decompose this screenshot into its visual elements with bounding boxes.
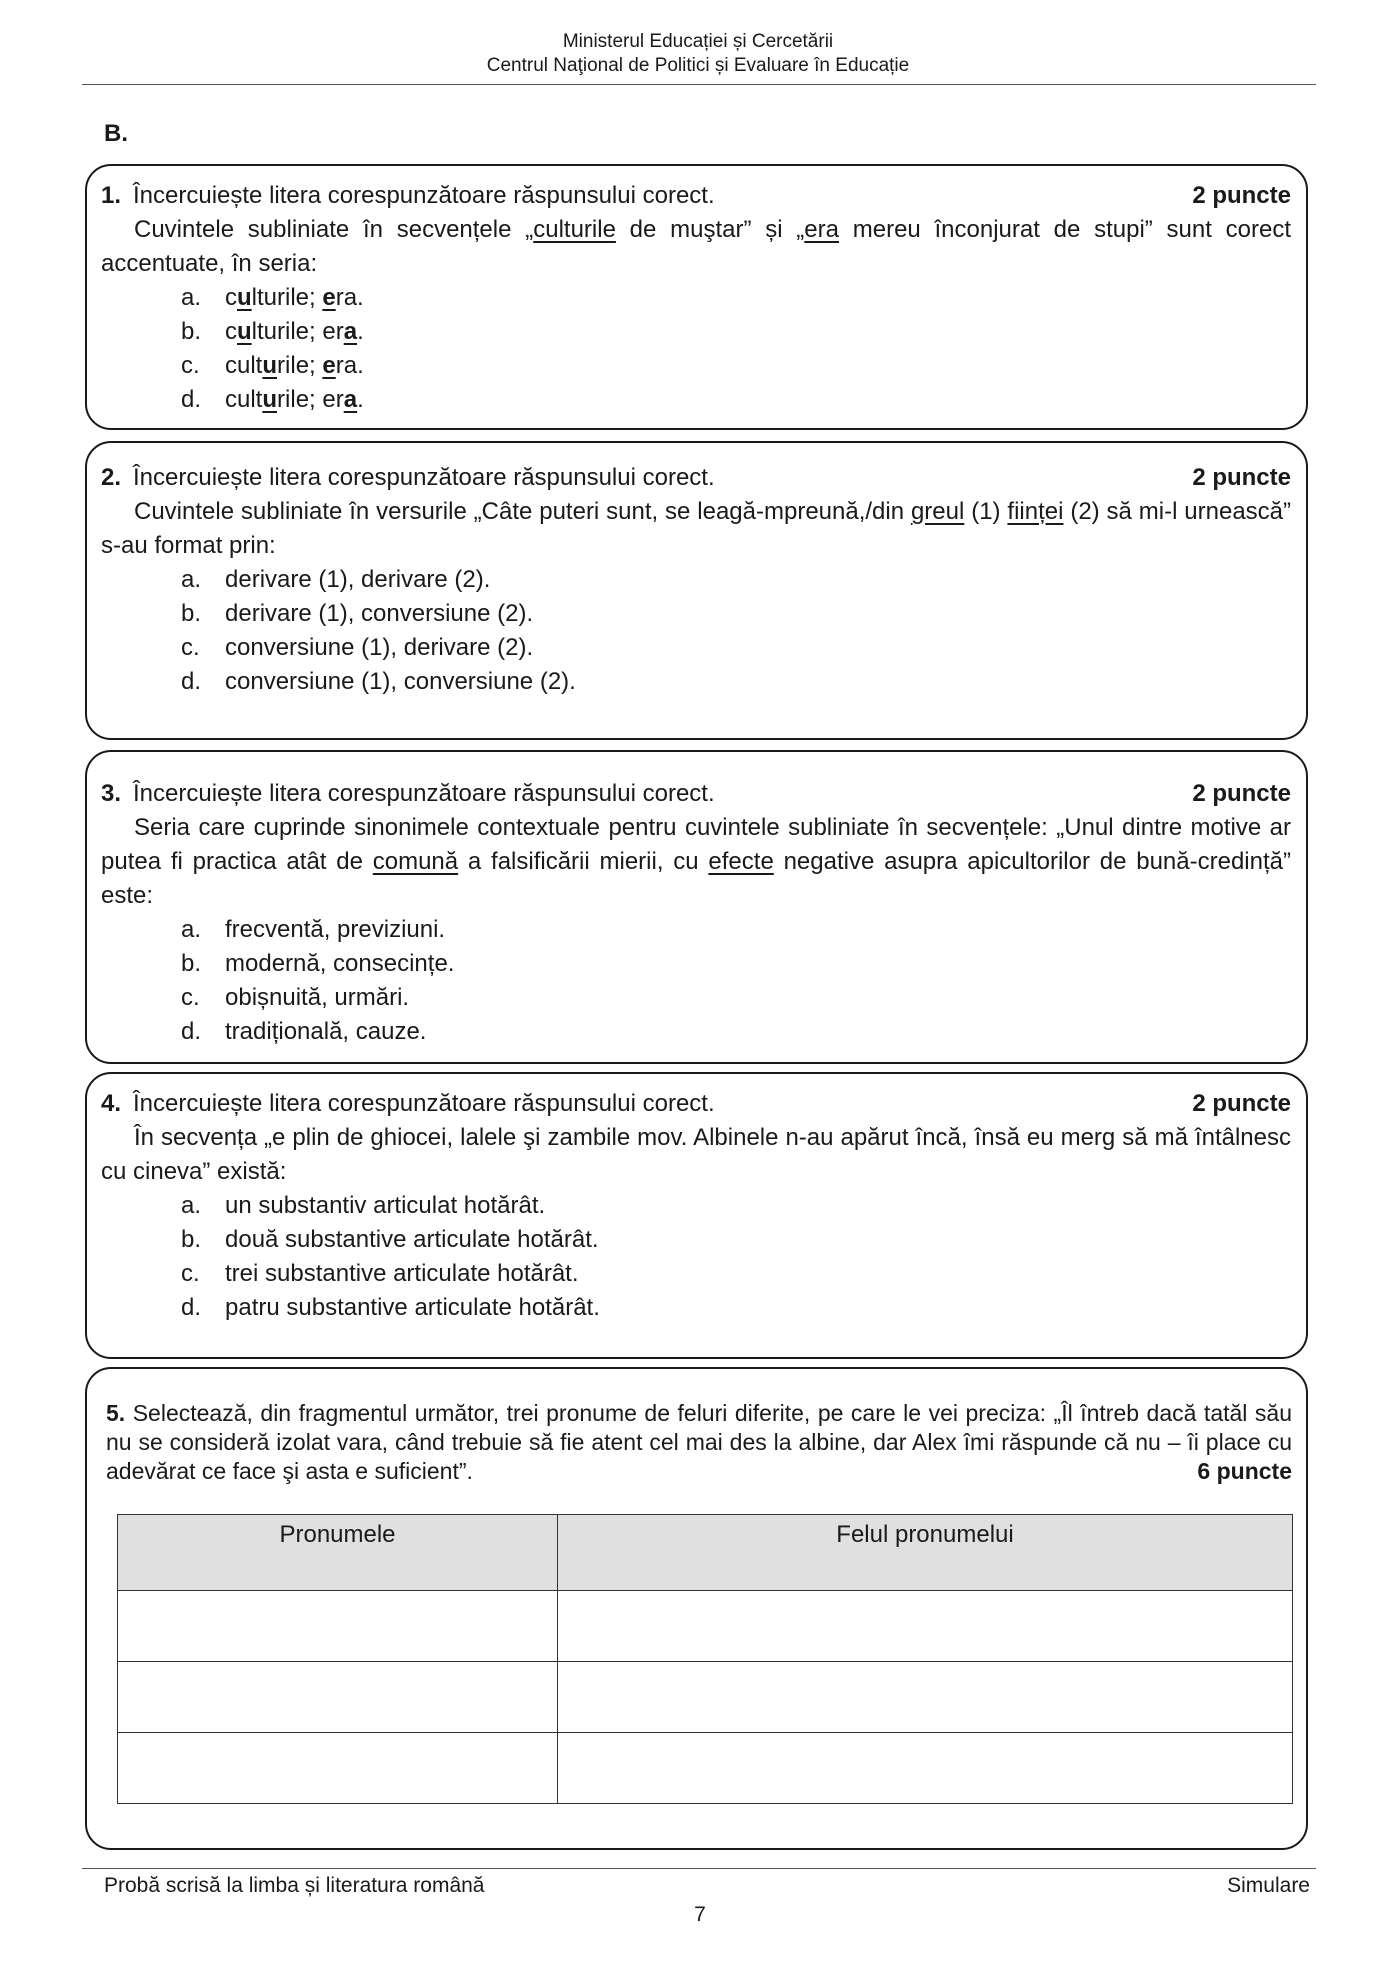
- answer-options: [101, 913, 1291, 1049]
- answer-option[interactable]: d. culturile; era.: [181, 386, 364, 413]
- question-text: Selectează, din fragmentul următor, trei pronume de feluri diferite, pe care le vei preciza: „Îl întreb dacă tatăl său nu se consideră izolat vara, când trebuie să fie atent cel mai des la albine, dar Alex îmi răspunde că nu – îi place cu adevărat ce face şi asta e suficient”.: [106, 1400, 1292, 1484]
- answer-option[interactable]: d. tradițională, cauze.: [181, 1018, 427, 1045]
- question-4: [101, 1087, 1291, 1325]
- question-points: 2 puncte: [1192, 780, 1291, 807]
- page-number: 7: [694, 1903, 706, 1926]
- answer-option[interactable]: c. culturile; era.: [181, 352, 364, 379]
- underlined-word: comună: [372, 848, 459, 875]
- center-name: Centrul Naţional de Politici și Evaluare în Educație: [486, 55, 910, 76]
- question-stem: Cuvintele subliniate în versurile „Câte puteri sunt, se leagă-mpreună,/din greul (1) ființei (2) să mi-l urnească” s-au format prin:: [101, 498, 1292, 559]
- answer-option[interactable]: a. culturile; era.: [181, 284, 364, 311]
- question-instruction: Încercuiește litera corespunzătoare răspunsului corect.: [133, 1090, 715, 1117]
- question-number: 2.: [101, 464, 122, 491]
- answer-cell[interactable]: [558, 1591, 1293, 1662]
- footer-exam-title: Probă scrisă la limba și literatura română: [104, 1874, 485, 1897]
- answer-cell[interactable]: [118, 1591, 558, 1662]
- answer-option[interactable]: c. conversiune (1), derivare (2).: [181, 634, 534, 661]
- answer-option[interactable]: d. patru substantive articulate hotărât.: [181, 1294, 600, 1321]
- question-number: 4.: [101, 1090, 122, 1117]
- answer-option[interactable]: d. conversiune (1), conversiune (2).: [181, 668, 576, 695]
- question-number: 1.: [101, 182, 122, 209]
- answer-options: [101, 1189, 1291, 1325]
- underlined-word: greul: [910, 498, 965, 525]
- underlined-word: culturile: [533, 216, 616, 243]
- answer-option[interactable]: b. culturile; era.: [181, 318, 364, 345]
- answer-option[interactable]: c. trei substantive articulate hotărât.: [181, 1260, 579, 1287]
- answer-option[interactable]: c. obișnuită, urmări.: [181, 984, 410, 1011]
- answer-option[interactable]: b. două substantive articulate hotărât.: [181, 1226, 599, 1253]
- answer-option[interactable]: a. frecventă, previziuni.: [181, 916, 446, 943]
- answer-cell[interactable]: [558, 1733, 1293, 1804]
- table-row: [118, 1733, 1293, 1804]
- question-instruction: Încercuiește litera corespunzătoare răspunsului corect.: [133, 464, 715, 491]
- header-rule: [82, 84, 1316, 85]
- answer-options: [101, 563, 1291, 699]
- page-header: [82, 30, 1314, 78]
- footer-exam-type: Simulare: [1227, 1874, 1310, 1897]
- underlined-word: era: [804, 216, 839, 243]
- pronoun-table: [117, 1514, 1293, 1804]
- question-1: [101, 179, 1291, 417]
- answer-cell[interactable]: [118, 1733, 558, 1804]
- table-row: [118, 1662, 1293, 1733]
- answer-option[interactable]: b. derivare (1), conversiune (2).: [181, 600, 534, 627]
- question-points: 2 puncte: [1192, 1090, 1291, 1117]
- question-number: 5.: [106, 1400, 126, 1426]
- answer-cell[interactable]: [118, 1662, 558, 1733]
- question-5: [106, 1399, 1292, 1486]
- answer-options: [101, 281, 1291, 417]
- question-points: 2 puncte: [1192, 182, 1291, 209]
- question-instruction: Încercuiește litera corespunzătoare răspunsului corect.: [133, 780, 715, 807]
- question-stem: În secvența „e plin de ghiocei, lalele şi zambile mov. Albinele n-au apărut încă, însă eu merg să mă întâlnesc cu cineva” există:: [101, 1124, 1291, 1185]
- answer-option[interactable]: a. derivare (1), derivare (2).: [181, 566, 491, 593]
- section-letter: B.: [104, 120, 128, 147]
- footer-rule: [82, 1868, 1316, 1869]
- ministry-name: Ministerul Educației și Cercetării: [562, 31, 834, 52]
- question-instruction: Încercuiește litera corespunzătoare răspunsului corect.: [133, 182, 715, 209]
- column-header-type: Felul pronumelui: [558, 1515, 1293, 1591]
- question-stem: Cuvintele subliniate în secvențele „culturile de muştar” și „era mereu înconjurat de stupi” sunt corect accentuate, în seria:: [101, 216, 1292, 277]
- question-2: [101, 461, 1291, 699]
- column-header-pronoun: Pronumele: [118, 1515, 558, 1591]
- question-number: 3.: [101, 780, 122, 807]
- table-row: [118, 1591, 1293, 1662]
- question-points: 2 puncte: [1192, 464, 1291, 491]
- answer-cell[interactable]: [558, 1662, 1293, 1733]
- question-points: 6 puncte: [1197, 1458, 1292, 1484]
- question-3: [101, 777, 1291, 1049]
- question-stem: Seria care cuprinde sinonimele contextuale pentru cuvintele subliniate în secvențele: „Unul dintre motive ar putea fi practica atât de comună a falsificării mierii, cu efecte negative asupra apicultorilor de bună-credință” este:: [101, 814, 1291, 909]
- answer-option[interactable]: a. un substantiv articulat hotărât.: [181, 1192, 546, 1219]
- answer-option[interactable]: b. modernă, consecințe.: [181, 950, 455, 977]
- underlined-word: ființei: [1007, 498, 1064, 525]
- underlined-word: efecte: [708, 848, 774, 875]
